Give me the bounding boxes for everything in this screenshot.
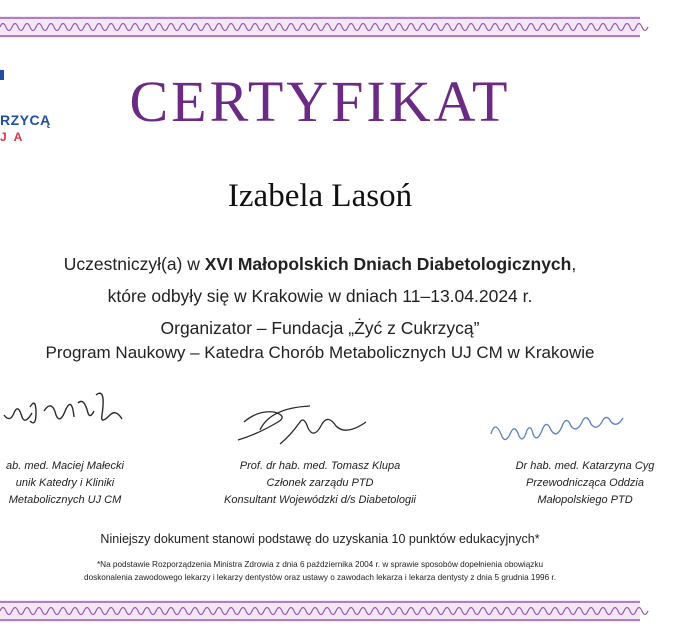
signatory-org: Małopolskiego PTD — [537, 494, 633, 506]
signatory-role: Przewodnicząca Oddzia — [525, 477, 644, 489]
legal-footnote-line2: doskonalenia zawodowego lekarzy i lekarzy dentystów oraz ustawy o zawodach lekarza i lekarza dentysty z dnia 5 grudnia 1996 r. — [84, 573, 556, 582]
signatory-name: Prof. dr hab. med. Tomasz Klupa — [239, 460, 401, 472]
certificate-title: CERTYFIKAT — [129, 69, 511, 134]
signatory-role: unik Katedry i Kliniki — [15, 477, 115, 489]
participation-prefix: Uczestniczył(a) w — [63, 254, 205, 274]
signatory-name: ab. med. Maciej Małecki — [6, 460, 124, 472]
signatory-middle — [190, 458, 450, 509]
signatory-org: Konsultant Wojewódzki d/s Diabetologii — [224, 494, 416, 506]
signature-right — [485, 412, 640, 452]
legal-footnote-line1: *Na podstawie Rozporządzenia Ministra Zdrowia z dnia 6 października 2004 r. w sprawie sposobów dopełnienia obowiązku — [96, 560, 543, 569]
participation-suffix: , — [571, 254, 577, 274]
signatory-name: Dr hab. med. Katarzyna Cyg — [515, 460, 655, 472]
signature-middle — [230, 400, 400, 455]
education-points-note: Niniejszy dokument stanowi podstawę do uzyskania 10 punktów edukacyjnych* — [100, 532, 540, 546]
signatory-left — [0, 458, 140, 509]
signatory-right — [485, 458, 685, 509]
signatory-org: Metabolicznych UJ CM — [8, 494, 122, 506]
top-decorative-border — [0, 16, 640, 38]
logo-subtext: JA — [0, 130, 30, 144]
participation-line — [0, 254, 640, 275]
event-dates-line: które odbyły się w Krakowie w dniach 11–13.04.2024 r. — [107, 286, 533, 306]
logo-text: RZYCĄ — [0, 112, 51, 128]
signature-left — [0, 385, 140, 445]
recipient-name: Izabela Lasoń — [227, 178, 413, 214]
bottom-decorative-border — [0, 600, 640, 622]
organizer-line: Organizator – Fundacja „Żyć z Cukrzycą” — [160, 318, 480, 338]
signatory-role: Członek zarządu PTD — [266, 477, 374, 489]
scientific-program-line: Program Naukowy – Katedra Chorób Metabolicznych UJ CM w Krakowie — [45, 343, 595, 362]
event-name: XVI Małopolskich Dniach Diabetologicznych — [204, 254, 572, 274]
